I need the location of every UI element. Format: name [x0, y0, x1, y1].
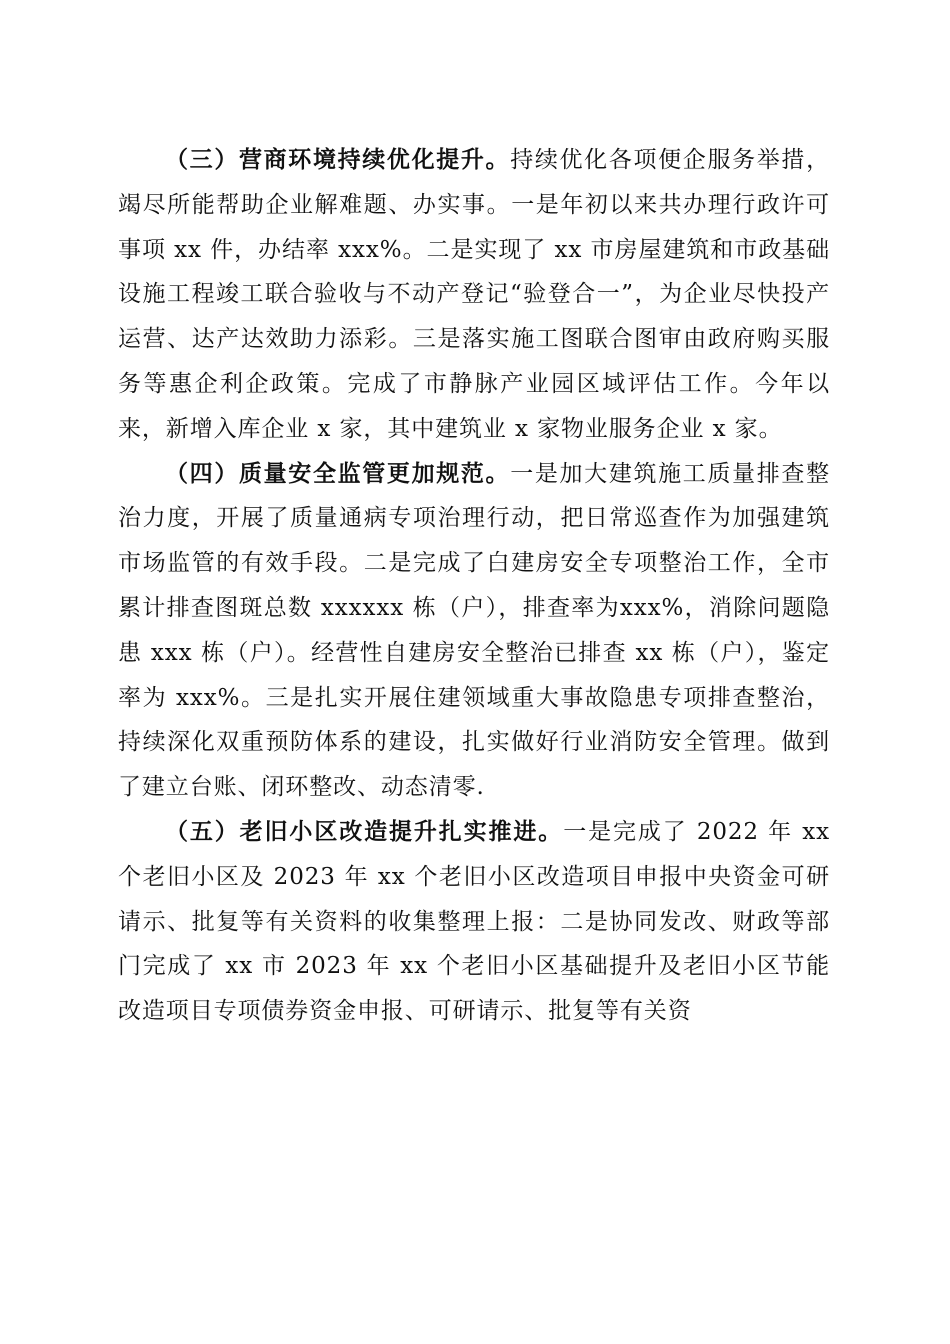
- document-page: [118, 138, 830, 1034]
- paragraph-business-environment: [118, 138, 830, 452]
- paragraph-old-community: [118, 810, 830, 1034]
- paragraph-quality-safety: [118, 452, 830, 810]
- section-heading-4: （四）质量安全监管更加规范。: [165, 459, 511, 487]
- paragraph-body-3: 持续优化各项便企服务举措，竭尽所能帮助企业解难题、办实事。一是年初以来共办理行政许可事项 xx 件，办结率 xxx%。二是实现了 xx 市房屋建筑和市政基础设施工程竣工联合验收与不动产登记“验登合一”，为企业尽快投产运营、达产达效助力添彩。三是落实施工图联合图审由政府购买服务等惠企利企政策。完成了市静脉产业园区域评估工作。今年以来，新增入库企业 x 家，其中建筑业 x 家物业服务企业 x 家。: [118, 147, 830, 442]
- paragraph-body-5: 一是完成了 2022 年 xx 个老旧小区及 2023 年 xx 个老旧小区改造项目申报中央资金可研请示、批复等有关资料的收集整理上报：二是协同发改、财政等部门完成了 xx 市 2023 年 xx 个老旧小区基础提升及老旧小区节能改造项目专项债券资金申报、可研请示、批复等有关资: [118, 818, 830, 1025]
- section-heading-3: （三）营商环境持续优化提升。: [165, 146, 511, 173]
- paragraph-body-4: 一是加大建筑施工质量排查整治力度，开展了质量通病专项治理行动，把日常巡查作为加强建筑市场监管的有效手段。二是完成了白建房安全专项整治工作，全市累计排查图斑总数 xxxxxx 栋（户），排查率为xxx%，消除问题隐患 xxx 栋（户）。经营性自建房安全整治已排查 xx 栋（户），鉴定率为 xxx%。三是扎实开展住建领域重大事故隐患专项排查整治，持续深化双重预防体系的建设，扎实做好行业消防安全管理。做到了建立台账、闭环整改、动态清零.: [118, 460, 830, 801]
- section-heading-5: （五）老旧小区改造提升扎实推进。: [165, 817, 564, 845]
